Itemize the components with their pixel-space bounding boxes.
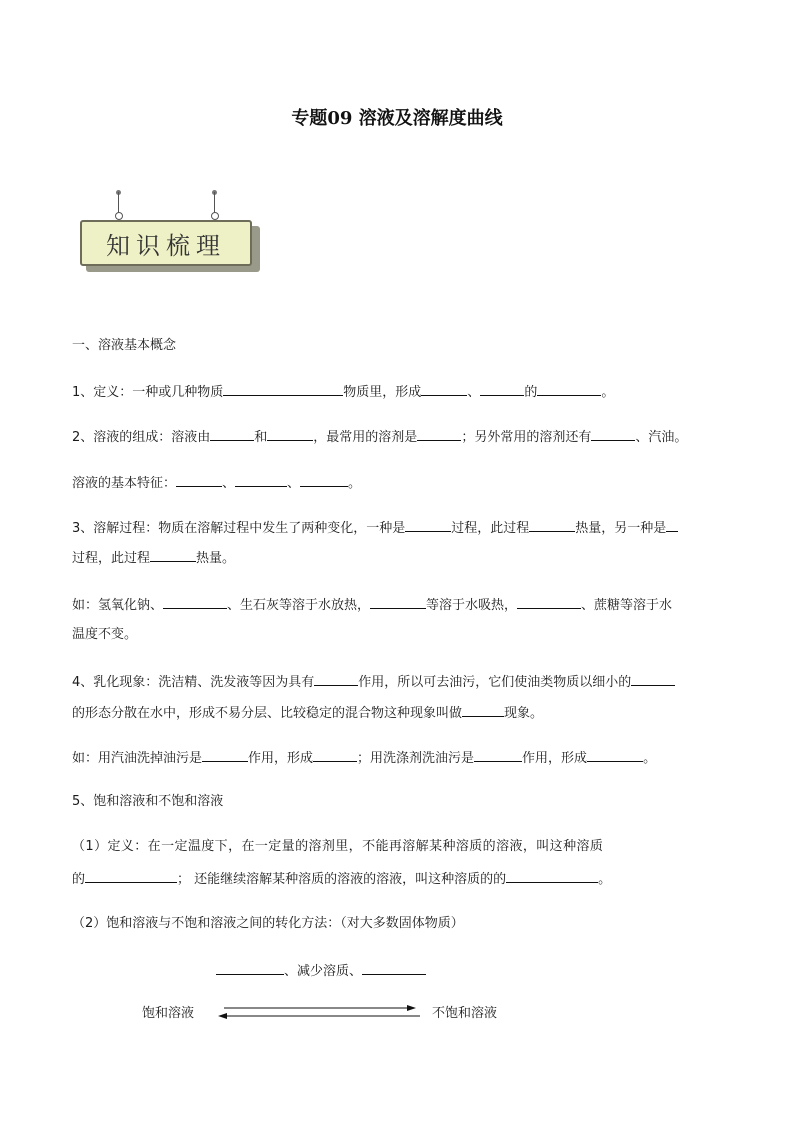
conversion-conditions [216,960,426,982]
answer-blank[interactable] [267,426,313,441]
text: 、 [467,385,481,400]
text: 、生石灰等溶于水放热， [227,598,371,613]
text: 。 [643,751,657,766]
sign-ring [211,212,219,220]
sign-board [80,220,252,266]
text: 。 [348,476,362,491]
answer-blank[interactable] [417,426,461,441]
answer-blank[interactable] [517,594,581,609]
answer-blank[interactable] [314,671,358,686]
example1-line-2 [72,625,732,645]
answer-blank[interactable] [362,960,426,975]
answer-blank[interactable] [462,702,504,717]
text: 温度不变。 [72,627,138,642]
text: 5、饱和溶液和不饱和溶液 [72,794,224,809]
q5-heading [72,792,732,812]
text: 。 [598,872,612,887]
text: 等溶于水吸热， [426,598,518,613]
answer-blank[interactable] [150,547,196,562]
answer-blank[interactable] [313,747,357,762]
q3-line-1 [72,517,732,539]
answer-blank[interactable] [176,472,222,487]
text: 、汽油。 [635,430,688,445]
answer-blank[interactable] [163,594,227,609]
answer-blank[interactable] [235,472,287,487]
text: 过程，此过程 [451,521,530,536]
text: 、减少溶质、 [284,964,363,979]
answer-blank[interactable] [480,381,524,396]
sign-label: 知识梳理 [106,231,226,260]
q4-line-1 [72,671,732,693]
q4-line-2 [72,702,732,724]
text: 作用，形成 [522,751,588,766]
text: ；另外常用的溶剂还有 [461,430,592,445]
text: 的 [72,872,86,887]
page-title: 专题09 溶液及溶解度曲线 [291,108,503,129]
text: 如：用汽油洗掉油污是 [72,751,203,766]
section-heading [72,336,732,356]
answer-blank[interactable] [421,381,467,396]
unsaturated-label: 不饱和溶液 [432,1006,498,1021]
definition-line-2 [72,868,732,890]
heading-text: 一、溶液基本概念 [72,338,177,353]
answer-blank[interactable] [405,517,451,532]
text: 1、定义：一种或几种物质 [72,385,224,400]
answer-blank[interactable] [591,426,635,441]
example2-line [72,747,732,769]
text: 的 [524,385,538,400]
answer-blank[interactable] [666,517,678,532]
answer-blank[interactable] [202,747,248,762]
answer-blank[interactable] [223,381,343,396]
section-sign [76,186,266,286]
answer-blank[interactable] [529,517,575,532]
q3-line-2 [72,547,732,569]
text: 、 [222,476,236,491]
answer-blank[interactable] [370,594,426,609]
text: ；用洗涤剂洗油污是 [357,751,475,766]
text: 作用，所以可去油污，它们使油类物质以细小的 [358,675,632,690]
text: 、蔗糖等溶于水 [581,598,673,613]
sign-wire [118,192,119,214]
text: 热量。 [196,551,236,566]
answer-blank[interactable] [537,381,601,396]
text: ； 还能继续溶解某种溶质的溶液的溶液，叫这种溶质的的 [177,872,507,887]
text: 和 [254,430,268,445]
text: 热量，另一种是 [575,521,667,536]
text: 、 [287,476,301,491]
text: 如：氢氧化钠、 [72,598,164,613]
text: 现象。 [504,706,544,721]
arrow-right-head [407,1005,416,1011]
feature-line [72,472,732,494]
answer-blank[interactable] [506,868,598,883]
conversion-arrows [214,1002,424,1024]
answer-blank[interactable] [587,747,643,762]
answer-blank[interactable] [85,868,177,883]
definition-line-1 [72,837,732,857]
answer-blank[interactable] [216,960,284,975]
text: 作用，形成 [248,751,314,766]
text: （2）饱和溶液与不饱和溶液之间的转化方法：（对大多数固体物质） [72,916,464,931]
sign-ring [115,212,123,220]
text: 。 [601,385,615,400]
answer-blank[interactable] [474,747,522,762]
text: 4、乳化现象：洗洁精、洗发液等因为具有 [72,675,315,690]
sign-wire [214,192,215,214]
answer-blank[interactable] [210,426,254,441]
answer-blank[interactable] [300,472,348,487]
example1-line-1 [72,594,732,616]
text: 物质里，形成 [343,385,422,400]
text: 2、溶液的组成：溶液由 [72,430,211,445]
answer-blank[interactable] [631,671,675,686]
conversion-heading [72,914,732,934]
q2-line [72,426,732,448]
text: 的形态分散在水中，形成不易分层、比较稳定的混合物这种现象叫做 [72,706,463,721]
arrow-left-head [218,1013,227,1019]
text: （1）定义：在一定温度下，在一定量的溶剂里，不能再溶解某种溶质的溶液，叫这种溶质 [72,839,604,854]
text: ，最常用的溶剂是 [313,430,418,445]
text: 过程，此过程 [72,551,151,566]
text: 3、溶解过程：物质在溶解过程中发生了两种变化，一种是 [72,521,406,536]
q1-line [72,381,732,403]
text: 溶液的基本特征： [72,476,177,491]
saturated-label: 饱和溶液 [142,1006,195,1021]
